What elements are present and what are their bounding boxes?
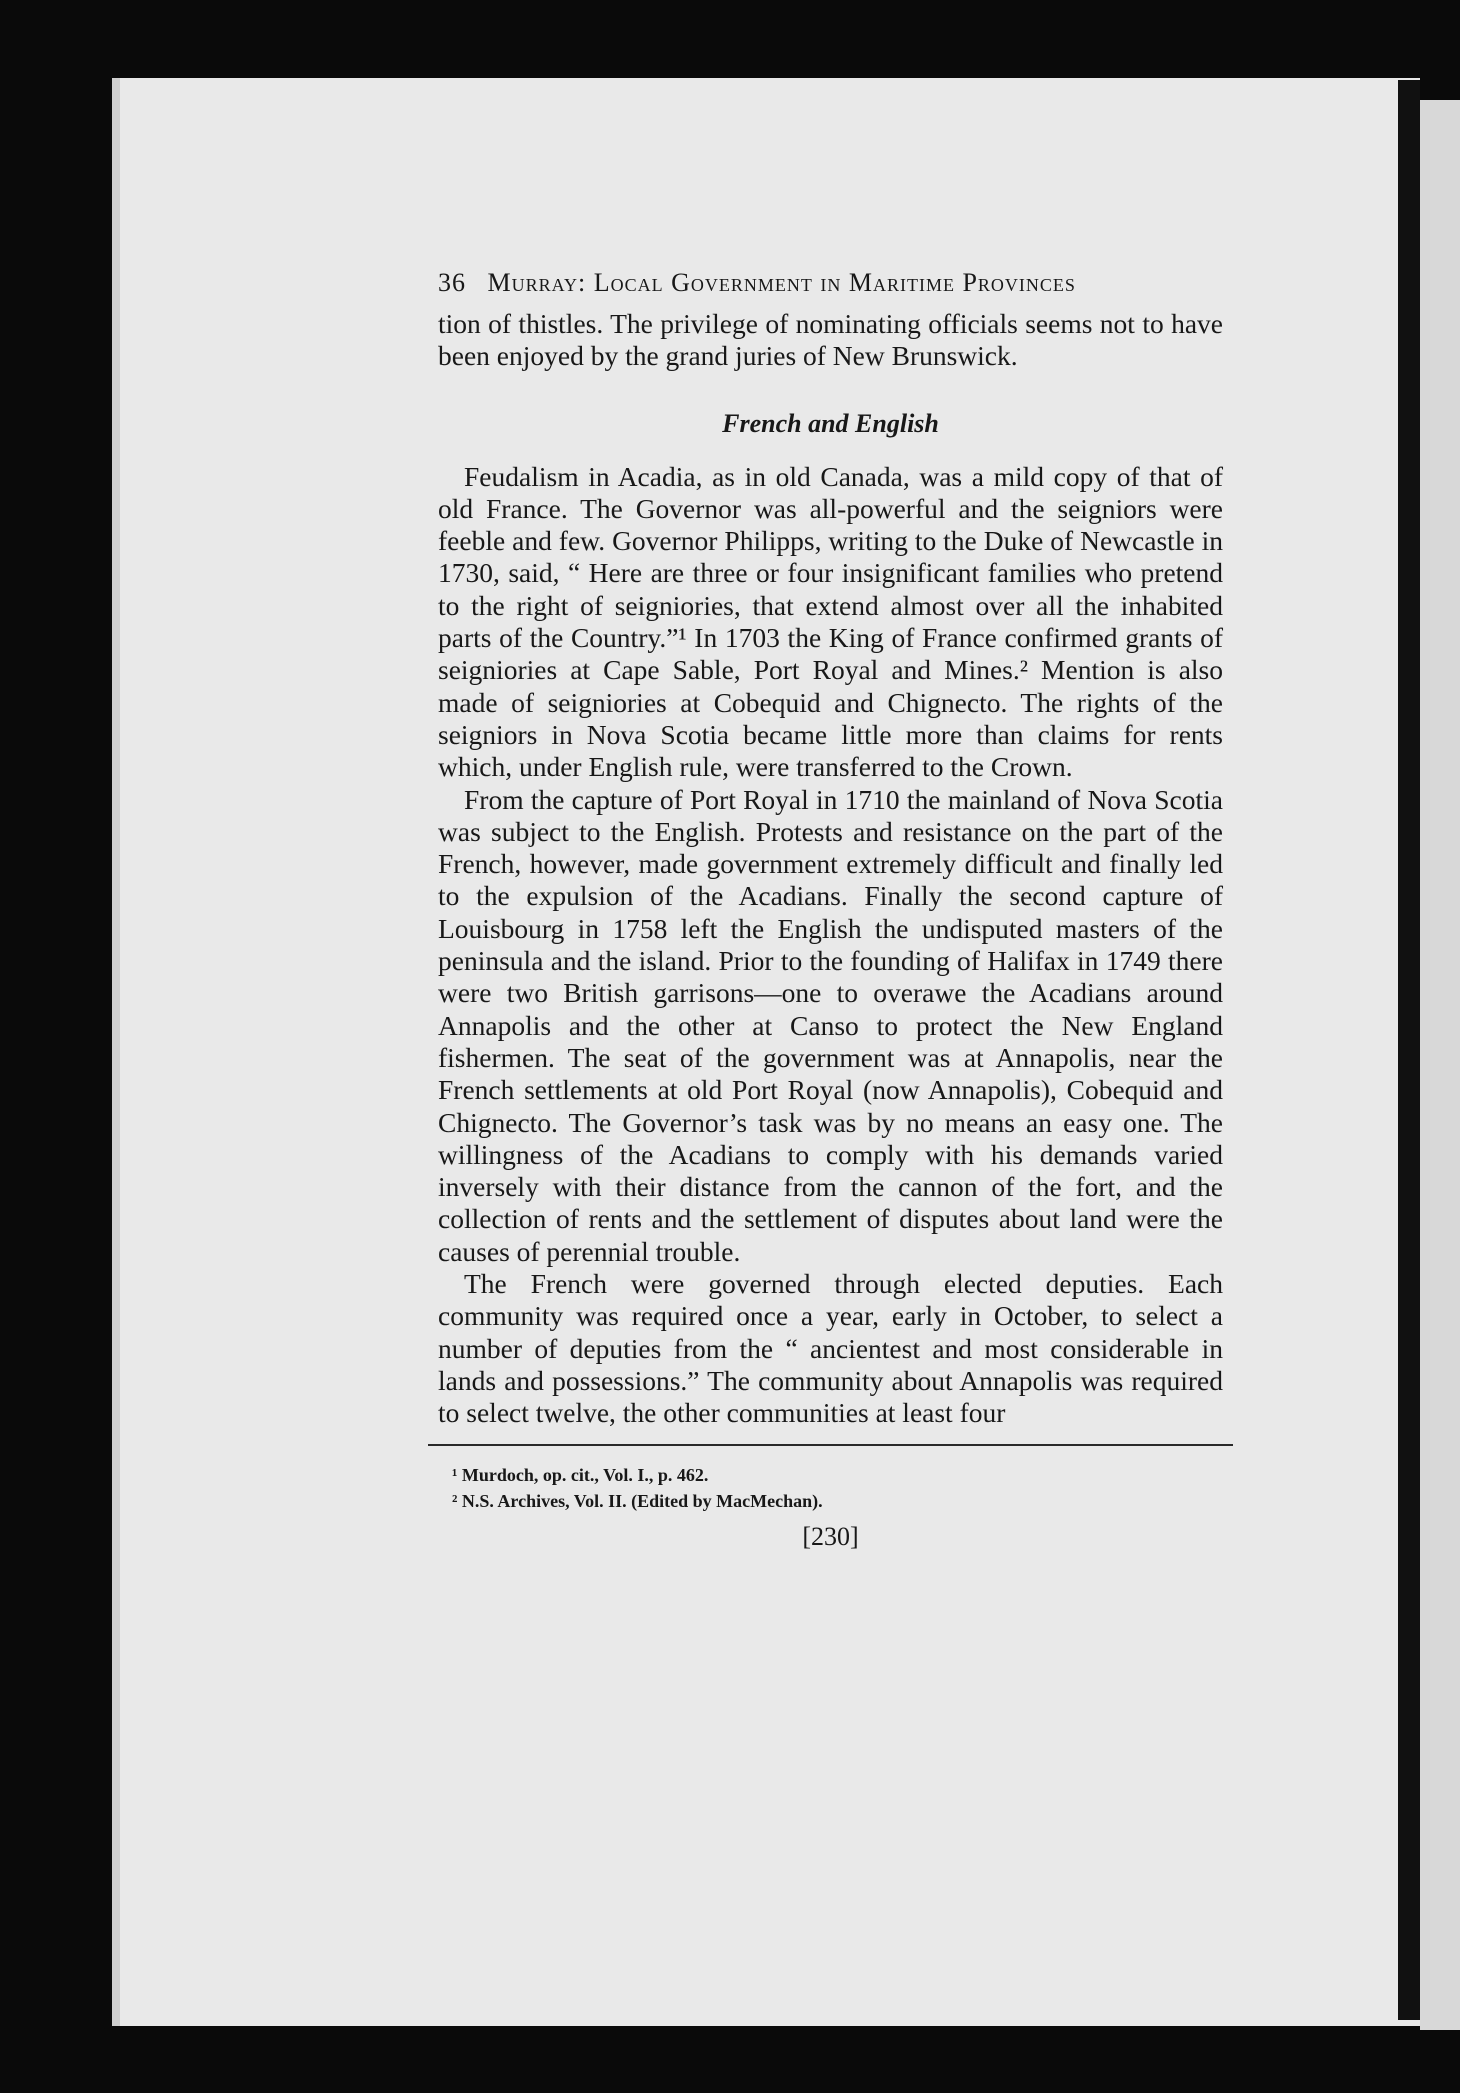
footnotes [452, 1462, 1223, 1514]
running-title: Murray: Local Government in Maritime Provinces [487, 268, 1076, 297]
paragraph-feudalism: Feudalism in Acadia, as in old Canada, was a mild copy of that of old France. The Governor was all-powerful and the seigniors were feeble and few. Governor Philipps, writing to the Duke of Newcastle in 1730, said, “ Here are three or four insignificant families who pretend to the right of seigniories, that extend almost over all the inhabited parts of the Country.”¹ In 1703 the King of France confirmed grants of seigniories at Cape Sable, Port Royal and Mines.² Mention is also made of seigniories at Cobequid and Chignecto. The rights of the seigniors in Nova Scotia became little more than claims for rents which, under English rule, were transferred to the Crown. [438, 460, 1223, 783]
footnote-rule [428, 1444, 1233, 1446]
section-title: French and English [722, 408, 939, 438]
opening-paragraph: tion of thistles. The privilege of nominating officials seems not to have been enjoyed by the grand juries of New Brunswick. [438, 308, 1223, 372]
paragraph-deputies: The French were governed through elected deputies. Each community was required once a year, early in October, to select a number of deputies from the “ ancientest and most considerable in lands and possessions.” The community about Annapolis was required to select twelve, the other communities at least four [438, 1268, 1223, 1429]
page-number: 36 [438, 268, 466, 297]
adjacent-page-edge [1420, 100, 1460, 2030]
page-gutter-shadow [1398, 80, 1420, 2020]
body-text [438, 308, 1223, 1430]
paragraph-port-royal: From the capture of Port Royal in 1710 the mainland of Nova Scotia was subject to the English. Protests and resistance on the part of the French, however, made government extremely difficult and finally led to the expulsion of the Acadians. Finally the second capture of Louisbourg in 1758 left the English the undisputed masters of the peninsula and the island. Prior to the founding of Halifax in 1749 there were two British garrisons—one to overawe the Acadians around Annapolis and the other at Canso to protect the New England fishermen. The seat of the government was at Annapolis, near the French settlements at old Port Royal (now Annapolis), Cobequid and Chignecto. The Governor’s task was by no means an easy one. The willingness of the Acadians to comply with his demands varied inversely with their distance from the cannon of the fort, and the collection of rents and the settlement of disputes about land were the causes of perennial trouble. [438, 783, 1223, 1267]
running-head [438, 268, 1223, 308]
folio: [230] [802, 1521, 859, 1551]
footnote-2: ² N.S. Archives, Vol. II. (Edited by MacMechan). [452, 1490, 823, 1511]
page-text-block [438, 268, 1223, 1552]
footnote-1: ¹ Murdoch, op. cit., Vol. I., p. 462. [452, 1464, 709, 1485]
